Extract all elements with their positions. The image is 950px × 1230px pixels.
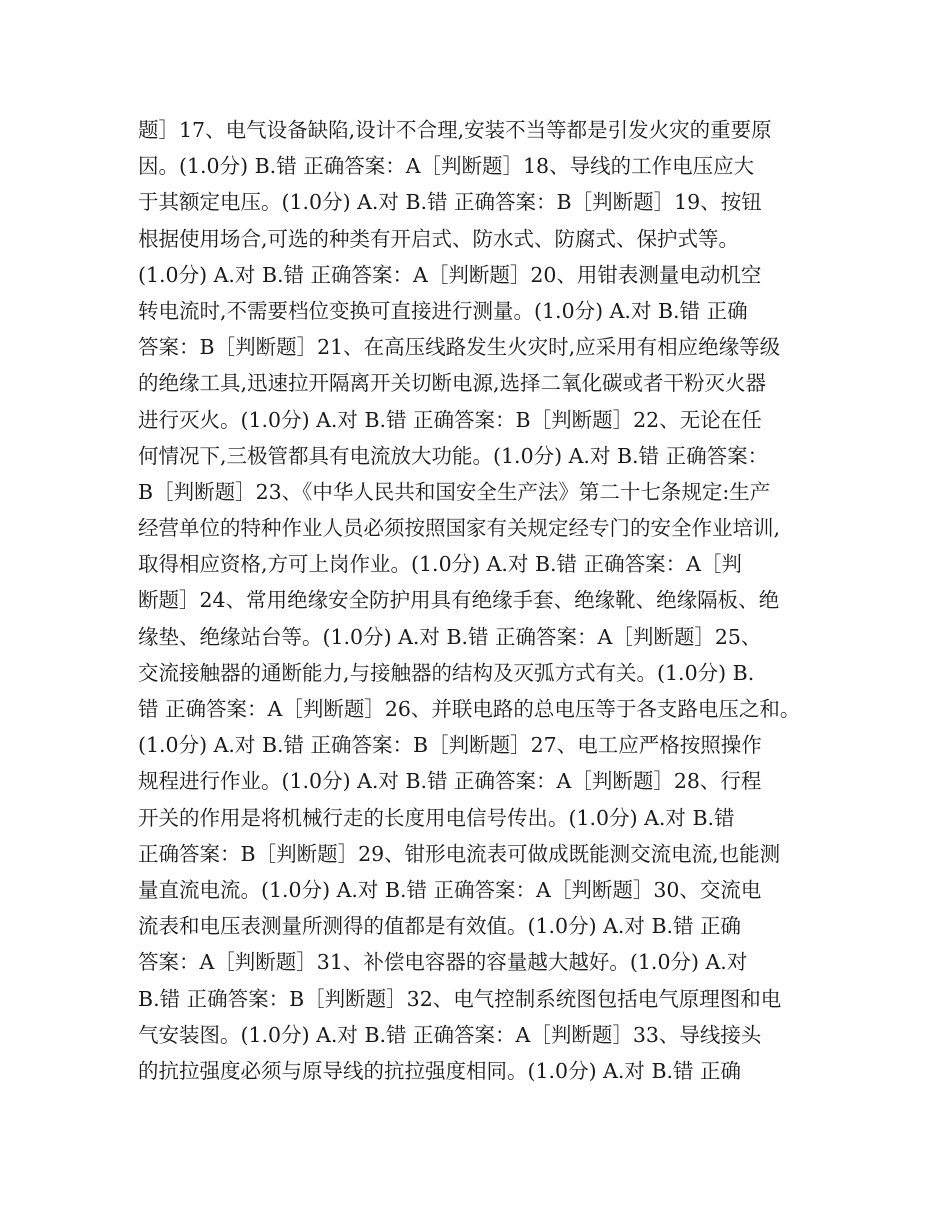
text-line: 答案：B［判断题］21、在高压线路发生火灾时,应采用有相应绝缘等级 [138, 335, 781, 360]
text-line: 错 正确答案：A［判断题］26、并联电路的总电压等于各支路电压之和。 [138, 697, 801, 721]
text-line: 何情况下,三极管都具有电流放大功能。(1.0分) A.对 B.错 正确答案： [138, 443, 769, 468]
text-line: 答案：A［判断题］31、补偿电容器的容量越大越好。(1.0分) A.对 [138, 950, 748, 975]
text-line: 根据使用场合,可选的种类有开启式、防水式、防腐式、保护式等。 [138, 226, 740, 251]
text-line: 取得相应资格,方可上岗作业。(1.0分) A.对 B.错 正确答案：A［判 [138, 552, 742, 577]
text-line: 流表和电压表测量所测得的值都是有效值。(1.0分) A.对 B.错 正确 [138, 914, 742, 939]
text-line: 规程进行作业。(1.0分) A.对 B.错 正确答案：A［判断题］28、行程 [138, 769, 762, 794]
text-line: 的绝缘工具,迅速拉开隔离开关切断电源,选择二氧化碳或者干粉灭火器 [138, 371, 767, 396]
text-line: 因。(1.0分) B.错 正确答案：A［判断题］18、导线的工作电压应大 [138, 154, 755, 179]
text-line: 经营单位的特种作业人员必须按照国家有关规定经专门的安全作业培训, [138, 516, 781, 541]
text-line: 题］17、电气设备缺陷,设计不合理,安装不当等都是引发火灾的重要原 [138, 118, 772, 142]
text-line: 交流接触器的通断能力,与接触器的结构及灭弧方式有关。(1.0分) B. [138, 660, 755, 685]
text-line: (1.0分) A.对 B.错 正确答案：A［判断题］20、用钳表测量电动机空 [138, 262, 762, 287]
text-line: 转电流时,不需要档位变换可直接进行测量。(1.0分) A.对 B.错 正确 [138, 298, 748, 323]
text-line: 气安装图。(1.0分) A.对 B.错 正确答案：A［判断题］33、导线接头 [138, 1022, 762, 1047]
document-body [138, 112, 828, 1089]
text-line: 的抗拉强度必须与原导线的抗拉强度相同。(1.0分) A.对 B.错 正确 [138, 1058, 742, 1083]
text-line: 缘垫、绝缘站台等。(1.0分) A.对 B.错 正确答案：A［判断题］25、 [138, 624, 762, 649]
text-line: B.错 正确答案：B［判断题］32、电气控制系统图包括电气原理图和电 [138, 986, 782, 1011]
text-line: 于其额定电压。(1.0分) A.对 B.错 正确答案：B［判断题］19、按钮 [138, 190, 762, 215]
text-line: 进行灭火。(1.0分) A.对 B.错 正确答案：B［判断题］22、无论在任 [138, 407, 762, 432]
text-line: 开关的作用是将机械行走的长度用电信号传出。(1.0分) A.对 B.错 [138, 805, 735, 830]
text-line: 量直流电流。(1.0分) A.对 B.错 正确答案：A［判断题］30、交流电 [138, 877, 762, 902]
text-line: 正确答案：B［判断题］29、钳形电流表可做成既能测交流电流,也能测 [138, 841, 781, 866]
text-line: B［判断题］23、《中华人民共和国安全生产法》第二十七条规定:生产 [138, 479, 771, 504]
text-line: (1.0分) A.对 B.错 正确答案：B［判断题］27、电工应严格按照操作 [138, 733, 762, 758]
text-line: 断题］24、常用绝缘安全防护用具有绝缘手套、绝缘靴、绝缘隔板、绝 [138, 588, 780, 613]
